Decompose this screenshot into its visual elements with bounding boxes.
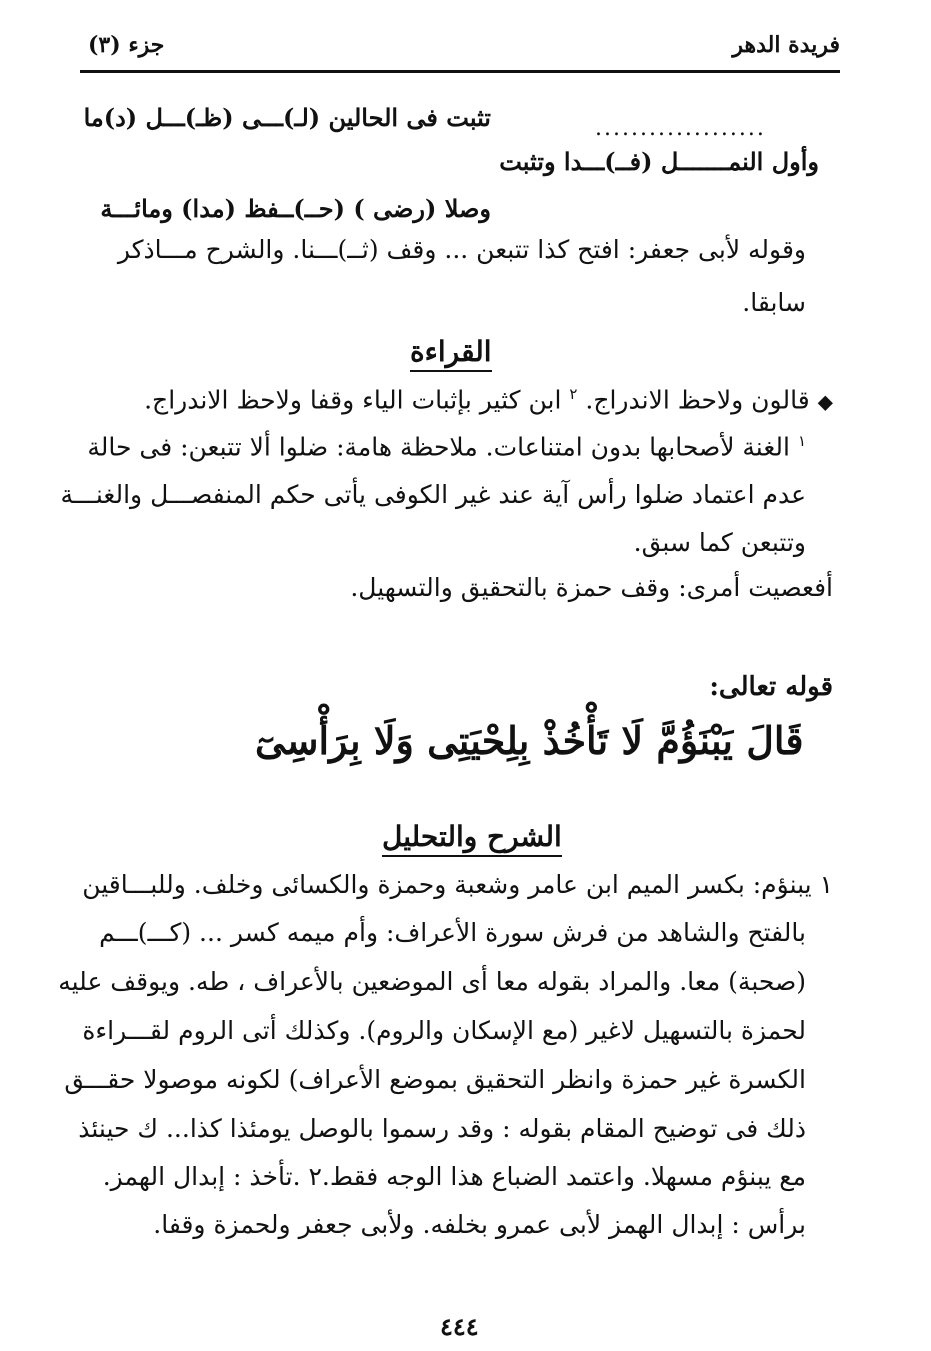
poem-line-3: وصلا (رضى ) (حــ)ــفظ (مدا) ومائـــة (100, 194, 491, 223)
sharh-line-4: لحمزة بالتسهيل لاغير (مع الإسكان والروم). وكذلك أتى الروم لقـــراءة (82, 1016, 806, 1045)
sharh-line-5: الكسرة غير حمزة وانظر التحقيق بموضع الأعراف) لكونه موصولا حقـــق (64, 1065, 806, 1094)
qiraa-line-1-rest: ابن كثير بإثبات الياء وقفا ولاحظ الاندراج. (144, 385, 562, 415)
part-label: جزء (٣) (88, 32, 165, 58)
verse-intro-label: قوله تعالى: (709, 672, 833, 702)
qiraa-line-1 (144, 385, 833, 415)
qiraa-heading: القراءة (410, 335, 492, 372)
book-title: فريدة الدهر (732, 32, 840, 58)
sharh-heading: الشرح والتحليل (382, 820, 562, 857)
qiraa-line-5: أفعصيت أمرى: وقف حمزة بالتحقيق والتسهيل. (350, 573, 833, 602)
qiraa-line-1-main: قالون ولاحظ الاندراج. (585, 385, 810, 415)
sharh-line-8: برأس : إبدال الهمز لأبى عمرو بخلفه. ولأبى جعفر ولحمزة وقفا. (153, 1210, 806, 1239)
poem-dots: ................... (595, 116, 766, 141)
intro-line-2: سابقا. (742, 288, 806, 317)
qiraa-line-3: عدم اعتماد ضلوا رأس آية عند غير الكوفى يأتى حكم المنفصـــل والغنـــة (60, 480, 806, 509)
qiraa-line-4: وتتبعن كما سبق. (633, 528, 806, 557)
diamond-bullet-icon: ◆ (817, 389, 833, 414)
poem-line-1: تثبت فى الحالين (لـ)ـــى (ظـ)ـــل (د)ما (83, 103, 491, 132)
quran-verse: قَالَ يَبْنَؤُمَّ لَا تَأْخُذْ بِلِحْيَتِى وَلَا بِرَأْسِىٓ (255, 718, 804, 763)
intro-line-1: وقوله لأبى جعفر: افتح كذا تتبعن ... وقف (ثــ)ـــنا. والشرح مـــاذكر (117, 235, 806, 264)
sharh-line-7: مع يبنؤم مسهلا. واعتمد الضباع هذا الوجه فقط.٢ .تأخذ : إبدال الهمز. (102, 1162, 806, 1191)
page-header (80, 30, 840, 73)
page-number: ٤٤٤ (440, 1312, 479, 1341)
footnote-mark-2: ٢ (569, 385, 578, 403)
poem-line-2: وأول النمـــــــل (فــ)ـــدا وتثبت (499, 147, 819, 176)
qiraa-line-2 (87, 432, 806, 462)
sharh-line-2: بالفتح والشاهد من فرش سورة الأعراف: وأم ميمه كسر ... (كـــ)ـــم (99, 918, 806, 947)
sharh-line-3: (صحبة) معا. والمراد بقوله معا أى الموضعين بالأعراف ، طه. ويوقف عليه (58, 967, 806, 996)
qiraa-line-2-text: الغنة لأصحابها بدون امتناعات. ملاحظة هامة: ضلوا ألا تتبعن: فى حالة (87, 432, 790, 462)
sharh-line-1: ١ يبنؤم: بكسر الميم ابن عامر وشعبة وحمزة والكسائى وخلف. وللبـــاقين (82, 870, 833, 899)
footnote-mark-1: ١ (797, 432, 806, 450)
sharh-line-6: ذلك فى توضيح المقام بقوله : وقد رسموا بالوصل يومئذا كذا... ك حينئذ (78, 1114, 806, 1143)
